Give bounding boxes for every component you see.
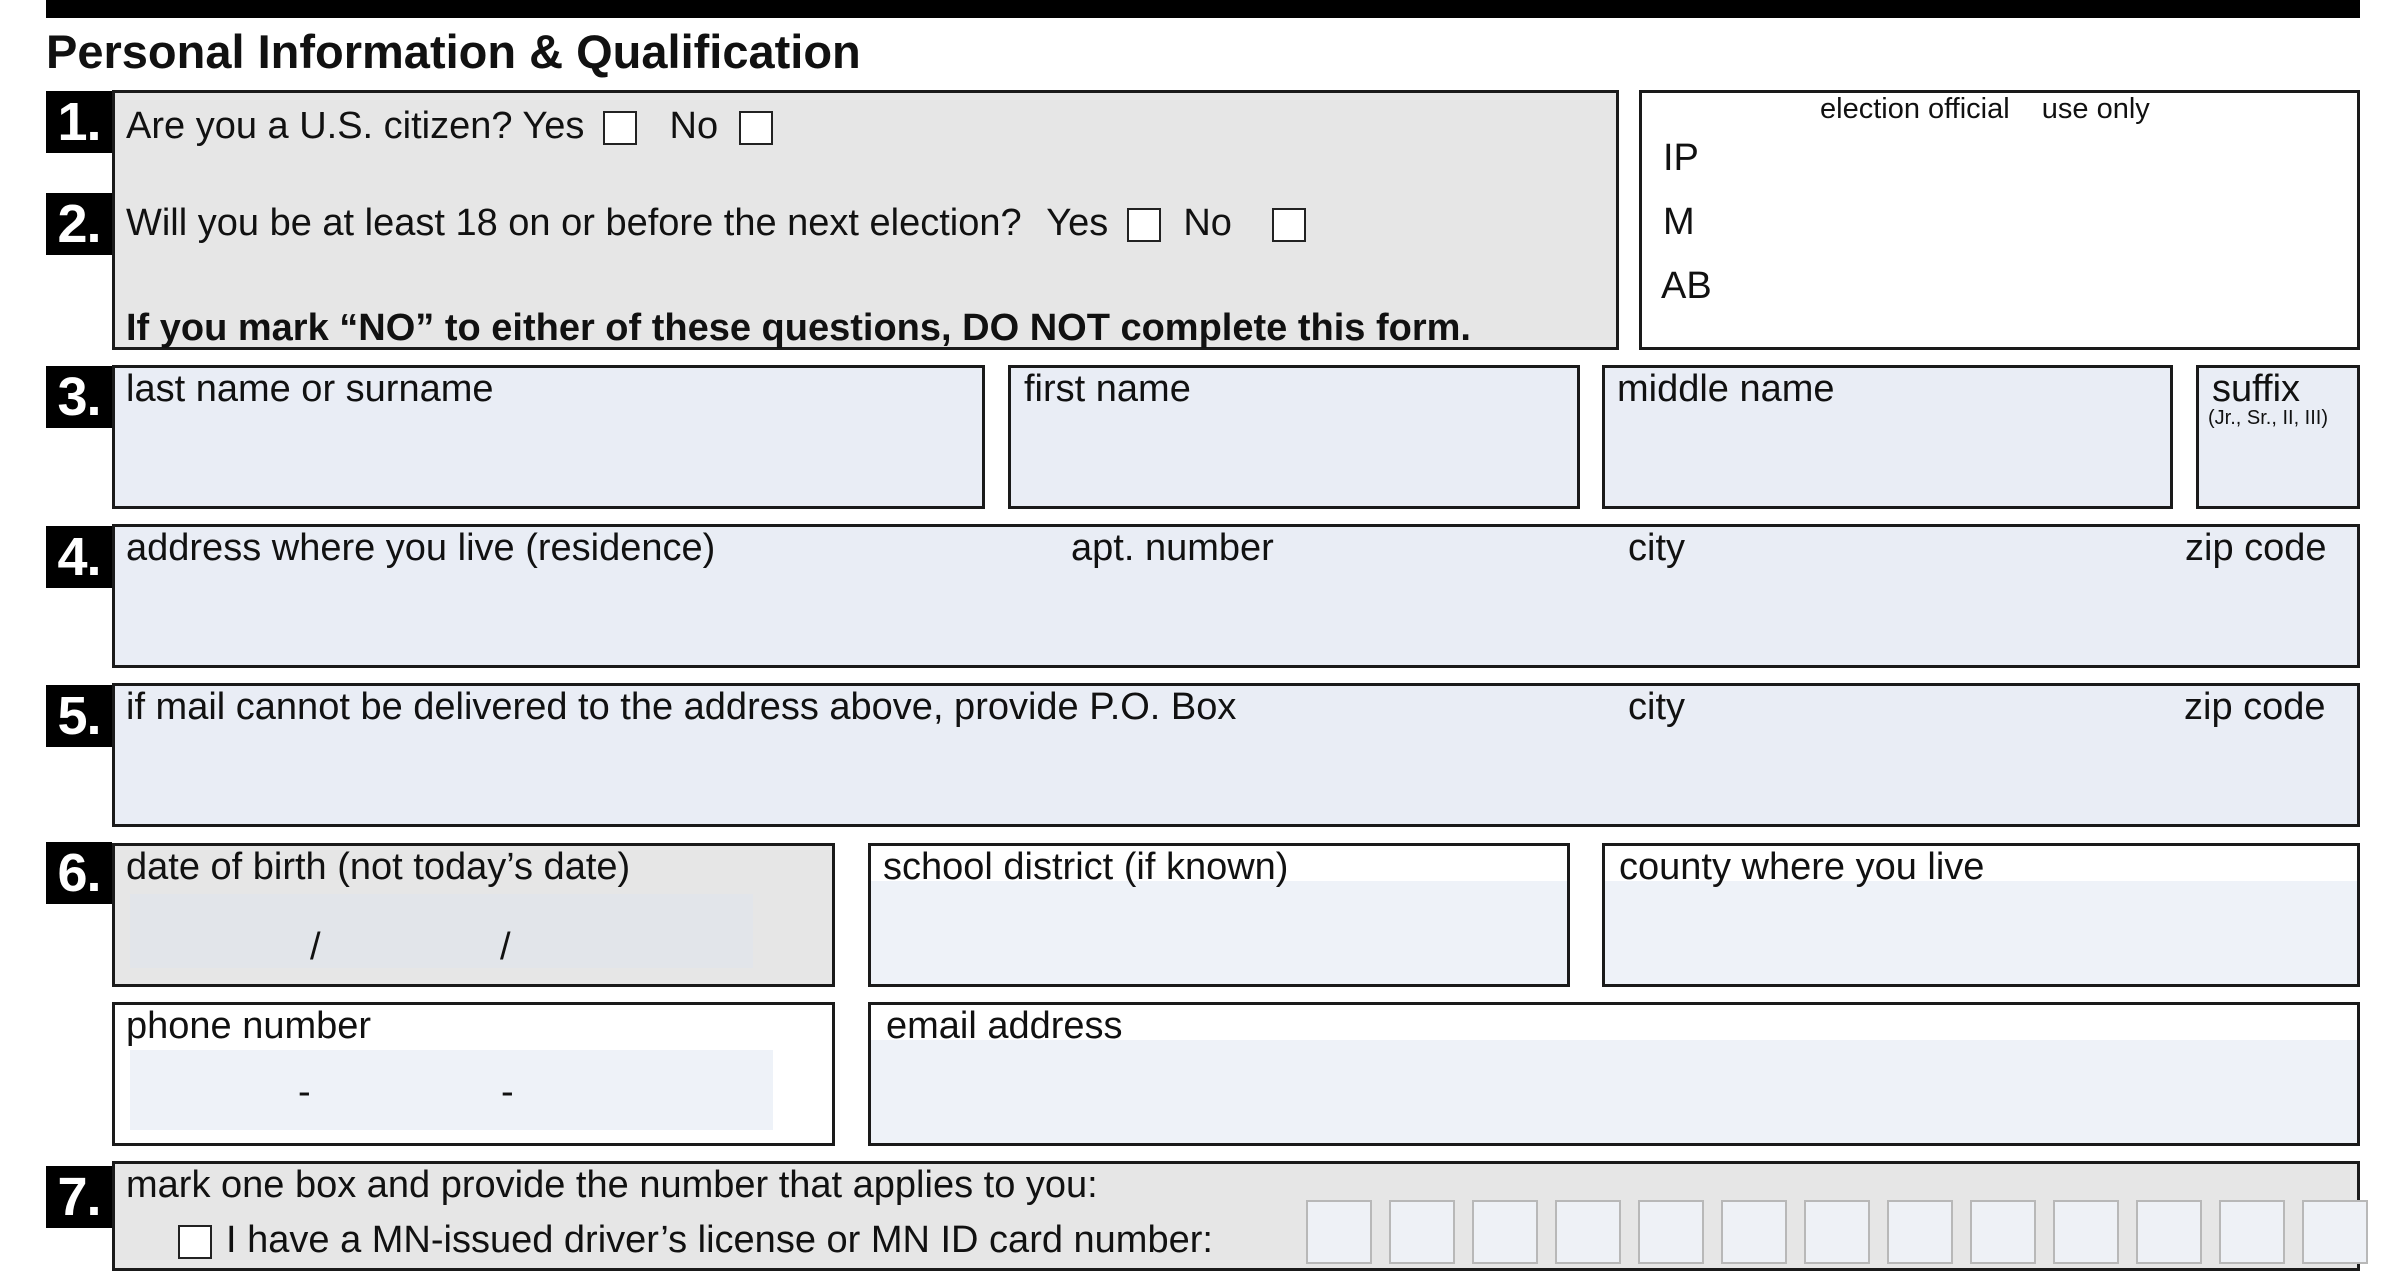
official-m-label: M [1663, 201, 1695, 243]
official-use-header-left: election official [1820, 93, 2010, 125]
license-option [178, 1221, 1213, 1259]
citizenship-yes-checkbox[interactable] [603, 111, 637, 145]
license-digit-box[interactable] [1472, 1200, 1538, 1264]
official-ab-label: AB [1661, 265, 1712, 307]
email-label: email address [886, 1005, 1123, 1047]
official-ip-label: IP [1663, 137, 1699, 179]
license-digit-box[interactable] [1638, 1200, 1704, 1264]
license-digit-box[interactable] [2302, 1200, 2368, 1264]
question-number-6: 6. [46, 842, 112, 904]
top-rule [46, 0, 2360, 18]
license-option-label: I have a MN-issued driver’s license or MN ID card number: [226, 1219, 1213, 1261]
question-number-5: 5. [46, 685, 112, 747]
residence-city-label: city [1628, 527, 1685, 569]
date-separator-2: / [500, 926, 511, 968]
official-use-header-right: use only [2041, 93, 2150, 125]
official-use-header [1820, 93, 2150, 126]
first-name-label: first name [1024, 368, 1191, 410]
license-digit-box[interactable] [1721, 1200, 1787, 1264]
phone-label: phone number [126, 1005, 372, 1047]
suffix-hint: (Jr., Sr., II, III) [2208, 407, 2329, 429]
citizenship-no-checkbox[interactable] [739, 111, 773, 145]
email-field[interactable] [871, 1040, 2357, 1143]
age-yes-checkbox[interactable] [1127, 208, 1161, 242]
date-of-birth-label: date of birth (not today’s date) [126, 846, 631, 888]
license-digit-box[interactable] [2219, 1200, 2285, 1264]
official-use-box [1639, 90, 2360, 350]
residence-zip-label: zip code [2185, 527, 2327, 569]
license-digit-box[interactable] [1887, 1200, 1953, 1264]
license-digit-box[interactable] [2136, 1200, 2202, 1264]
age-no-label: No [1183, 202, 1232, 244]
license-digit-box[interactable] [2053, 1200, 2119, 1264]
license-digit-boxes [1306, 1200, 2368, 1264]
po-box-label: if mail cannot be delivered to the address above, provide P.O. Box [126, 686, 1237, 728]
date-separator-1: / [310, 926, 321, 968]
citizenship-question [126, 107, 773, 145]
license-digit-box[interactable] [1804, 1200, 1870, 1264]
warning-text: If you mark “NO” to either of these questions, DO NOT complete this form. [126, 307, 1471, 349]
citizenship-no-label: No [669, 105, 719, 147]
phone-input[interactable] [130, 1050, 773, 1130]
school-district-label: school district (if known) [883, 846, 1289, 888]
suffix-label: suffix [2212, 368, 2301, 410]
phone-separator-2: - [501, 1071, 514, 1113]
question-number-7: 7. [46, 1166, 112, 1228]
question-number-2: 2. [46, 193, 112, 255]
section-title: Personal Information & Qualification [46, 25, 861, 78]
citizenship-question-text: Are you a U.S. citizen? [126, 105, 513, 147]
date-of-birth-input[interactable] [130, 894, 753, 968]
phone-separator-1: - [298, 1071, 311, 1113]
county-field[interactable] [1605, 881, 2357, 984]
citizenship-yes-label: Yes [522, 105, 585, 147]
license-digit-box[interactable] [1970, 1200, 2036, 1264]
license-digit-box[interactable] [1389, 1200, 1455, 1264]
age-no-checkbox[interactable] [1272, 208, 1306, 242]
question-number-4: 4. [46, 526, 112, 588]
question-number-3: 3. [46, 366, 112, 428]
id-instruction: mark one box and provide the number that applies to you: [126, 1164, 1098, 1206]
license-checkbox[interactable] [178, 1225, 212, 1259]
question-number-1: 1. [46, 91, 112, 153]
age-question [126, 204, 1306, 242]
mailing-zip-label: zip code [2184, 686, 2326, 728]
residence-address-label: address where you live (residence) [126, 527, 716, 569]
license-digit-box[interactable] [1306, 1200, 1372, 1264]
apt-number-label: apt. number [1071, 527, 1274, 569]
last-name-label: last name or surname [126, 368, 494, 410]
age-question-text: Will you be at least 18 on or before the next election? [126, 202, 1022, 244]
mailing-city-label: city [1628, 686, 1685, 728]
school-district-field[interactable] [871, 881, 1567, 984]
license-digit-box[interactable] [1555, 1200, 1621, 1264]
county-label: county where you live [1619, 846, 1985, 888]
middle-name-label: middle name [1617, 368, 1835, 410]
age-yes-label: Yes [1046, 202, 1109, 244]
